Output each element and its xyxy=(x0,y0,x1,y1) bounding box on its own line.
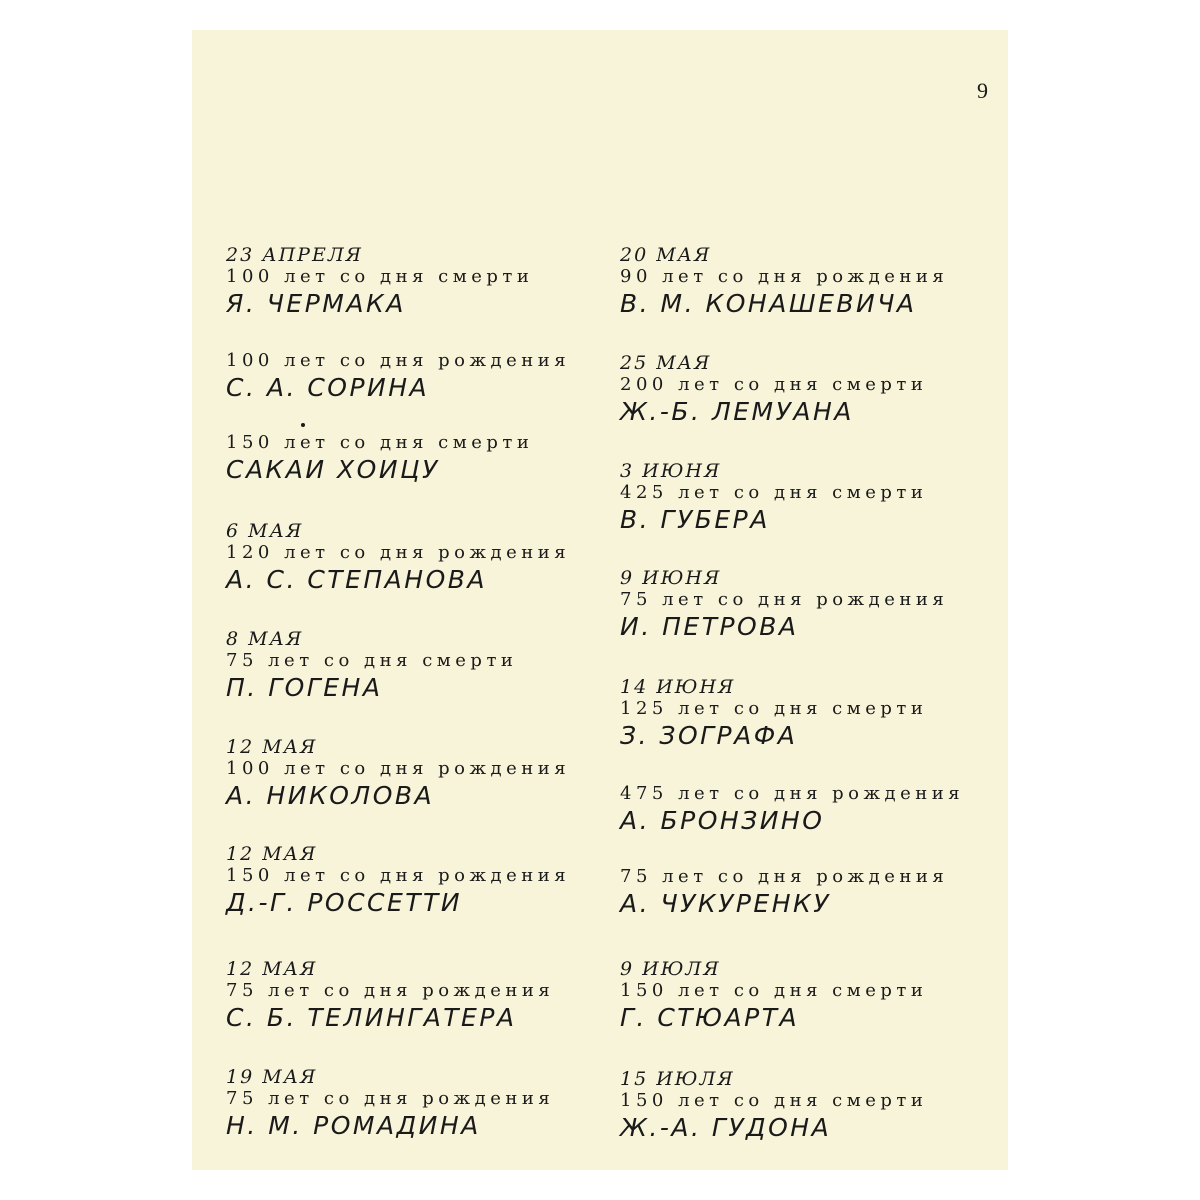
page-number: 9 xyxy=(977,78,988,103)
entry-description: 75 лет со дня рождения xyxy=(226,980,555,1001)
anniversary-entry xyxy=(226,350,616,404)
entry-description: 100 лет со дня смерти xyxy=(226,266,534,287)
entry-description: 425 лет со дня смерти xyxy=(620,482,928,503)
entry-description: 150 лет со дня рождения xyxy=(226,865,571,886)
anniversary-entry xyxy=(620,958,1010,1034)
book-page xyxy=(192,30,1008,1170)
entry-description: 150 лет со дня смерти xyxy=(620,980,928,1001)
entry-date: 25 МАЯ xyxy=(620,352,712,374)
anniversary-entry xyxy=(620,352,1010,428)
entry-name: САКАИ ХОИЦУ xyxy=(226,455,440,484)
entry-date: 9 ИЮНЯ xyxy=(620,567,722,589)
entry-name: С. А. СОРИНА xyxy=(226,373,430,402)
entry-name: Ж.-А. ГУДОНА xyxy=(620,1113,832,1142)
entry-description: 100 лет со дня рождения xyxy=(226,758,571,779)
anniversary-entry xyxy=(226,628,616,704)
entry-description: 75 лет со дня смерти xyxy=(226,650,518,671)
entry-date: 6 МАЯ xyxy=(226,520,304,542)
entry-date: 15 ИЮЛЯ xyxy=(620,1068,735,1090)
entry-date: 12 МАЯ xyxy=(226,958,318,980)
entry-name: А. НИКОЛОВА xyxy=(226,781,435,810)
entry-name: Г. СТЮАРТА xyxy=(620,1003,800,1032)
anniversary-entry xyxy=(620,244,1010,320)
anniversary-entry xyxy=(226,520,616,596)
entry-name: В. М. КОНАШЕВИЧА xyxy=(620,289,917,318)
entry-name: А. С. СТЕПАНОВА xyxy=(226,565,487,594)
anniversary-entry xyxy=(620,783,1010,837)
entry-date: 9 ИЮЛЯ xyxy=(620,958,721,980)
anniversary-entry xyxy=(620,676,1010,752)
anniversary-entry xyxy=(226,1066,616,1142)
entry-date: 19 МАЯ xyxy=(226,1066,318,1088)
entry-name: С. Б. ТЕЛИНГАТЕРА xyxy=(226,1003,517,1032)
entry-name: П. ГОГЕНА xyxy=(226,673,383,702)
entry-description: 150 лет со дня смерти xyxy=(620,1090,928,1111)
anniversary-entry xyxy=(226,843,616,919)
anniversary-entry xyxy=(620,460,1010,536)
entry-name: А. БРОНЗИНО xyxy=(620,806,825,835)
entry-description: 90 лет со дня рождения xyxy=(620,266,949,287)
anniversary-entry xyxy=(620,866,1010,920)
entry-description: 100 лет со дня рождения xyxy=(226,350,571,371)
anniversary-entry xyxy=(226,244,616,320)
anniversary-entry xyxy=(620,1068,1010,1144)
entry-date: 3 ИЮНЯ xyxy=(620,460,722,482)
entry-name: З. ЗОГРАФА xyxy=(620,721,798,750)
entry-name: Н. М. РОМАДИНА xyxy=(226,1111,481,1140)
anniversary-entry xyxy=(226,736,616,812)
entry-date: 12 МАЯ xyxy=(226,843,318,865)
anniversary-entry xyxy=(226,432,616,486)
entry-description: 75 лет со дня рождения xyxy=(620,589,949,610)
entry-name: И. ПЕТРОВА xyxy=(620,612,799,641)
entry-name: Д.-Г. РОССЕТТИ xyxy=(226,888,463,917)
entry-description: 150 лет со дня смерти xyxy=(226,432,534,453)
anniversary-entry xyxy=(226,958,616,1034)
entry-name: В. ГУБЕРА xyxy=(620,505,770,534)
entry-name: Ж.-Б. ЛЕМУАНА xyxy=(620,397,854,426)
entry-date: 20 МАЯ xyxy=(620,244,712,266)
entry-description: 125 лет со дня смерти xyxy=(620,698,928,719)
entry-date: 23 АПРЕЛЯ xyxy=(226,244,364,266)
entry-date: 8 МАЯ xyxy=(226,628,304,650)
entry-date: 12 МАЯ xyxy=(226,736,318,758)
entry-name: А. ЧУКУРЕНКУ xyxy=(620,889,832,918)
entry-name: Я. ЧЕРМАКА xyxy=(226,289,406,318)
anniversary-entry xyxy=(620,567,1010,643)
entry-description: 475 лет со дня рождения xyxy=(620,783,965,804)
entry-description: 120 лет со дня рождения xyxy=(226,542,571,563)
entry-description: 75 лет со дня рождения xyxy=(620,866,949,887)
entry-description: 200 лет со дня смерти xyxy=(620,374,928,395)
decorative-dot xyxy=(301,423,305,427)
entry-date: 14 ИЮНЯ xyxy=(620,676,736,698)
entry-description: 75 лет со дня рождения xyxy=(226,1088,555,1109)
